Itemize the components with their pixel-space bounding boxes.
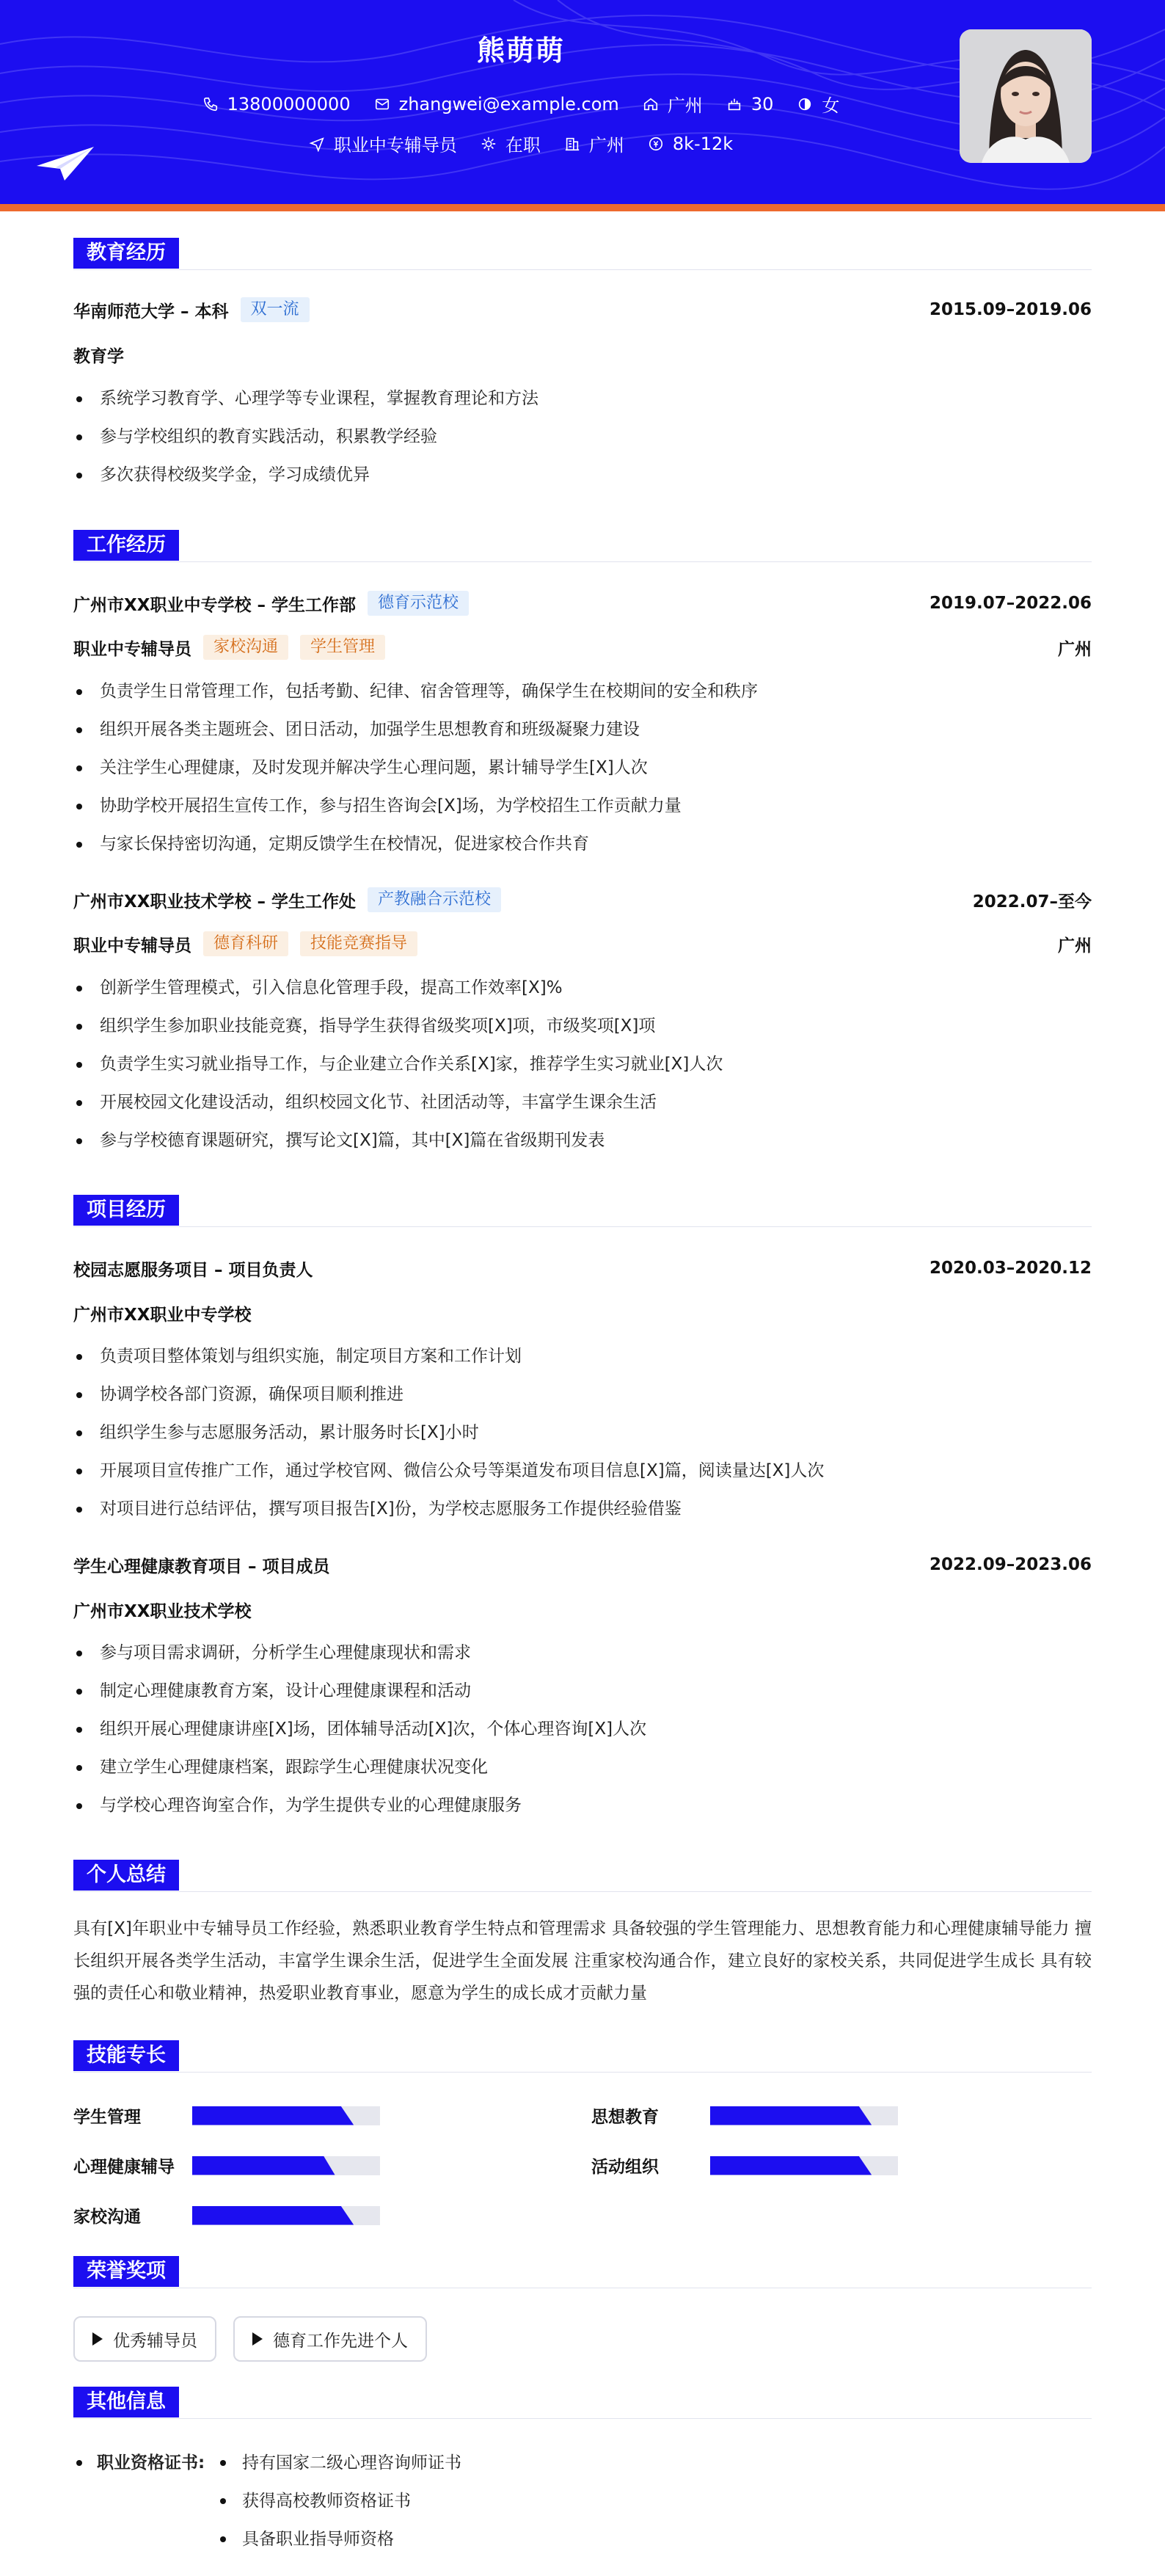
skill-bar bbox=[710, 2156, 898, 2175]
section-summary bbox=[73, 1860, 1092, 1892]
education-header bbox=[73, 296, 1092, 323]
list-item: 与家长保持密切沟通，定期反馈学生在校情况，促进家校合作共育 bbox=[73, 825, 1092, 863]
skill-bar-fill bbox=[192, 2206, 354, 2225]
salary-info bbox=[648, 134, 733, 154]
section-title: 荣誉奖项 bbox=[73, 2256, 179, 2287]
header-accent-bar bbox=[0, 204, 1165, 211]
profile-photo bbox=[960, 29, 1092, 163]
list-item: 获得高校教师资格证书 bbox=[217, 2482, 657, 2520]
project-name: 校园志愿服务项目 – 项目负责人 bbox=[73, 1260, 313, 1280]
job-role: 职业中专辅导员 bbox=[73, 936, 191, 956]
project-header bbox=[73, 1551, 1092, 1578]
list-item: 具备职业指导师资格 bbox=[217, 2520, 657, 2558]
award-chip bbox=[73, 2316, 216, 2362]
contact-row bbox=[0, 91, 1042, 117]
list-item: 组织开展心理健康讲座[X]场，团体辅导活动[X]次，个体心理咨询[X]人次 bbox=[73, 1710, 1092, 1748]
project-name: 学生心理健康教育项目 – 项目成员 bbox=[73, 1557, 330, 1576]
project-org-row bbox=[73, 1597, 1092, 1622]
education-date: 2015.09–2019.06 bbox=[929, 300, 1092, 319]
school-name: 华南师范大学 – 本科 bbox=[73, 302, 229, 321]
project-org-row bbox=[73, 1300, 1092, 1325]
avatar-portrait bbox=[960, 29, 1092, 163]
project-org: 广州市XX职业技术学校 bbox=[73, 1601, 252, 1621]
list-item: 关注学生心理健康，及时发现并解决学生心理问题，累计辅导学生[X]人次 bbox=[73, 749, 1092, 787]
phone-text: 13800000000 bbox=[227, 93, 351, 114]
list-item: 协调学校各部门资源，确保项目顺利推进 bbox=[73, 1375, 1092, 1413]
list-item: 参与项目需求调研，分析学生心理健康现状和需求 bbox=[73, 1634, 1092, 1672]
skill-name: 学生管理 bbox=[73, 2108, 141, 2127]
job-role-row bbox=[73, 931, 1092, 957]
skill-bar-fill bbox=[710, 2106, 872, 2125]
cake-icon bbox=[726, 96, 742, 112]
job-city: 广州 bbox=[1058, 639, 1092, 659]
skill-item bbox=[591, 2153, 898, 2177]
phone-icon bbox=[202, 96, 219, 112]
certificate-label: 职业资格证书: bbox=[73, 2444, 264, 2482]
skill-item bbox=[73, 2153, 380, 2177]
skill-bar bbox=[710, 2106, 898, 2125]
section-awards bbox=[73, 2256, 1092, 2288]
list-item: 建立学生心理健康档案，跟踪学生心理健康状况变化 bbox=[73, 1748, 1092, 1786]
location-info bbox=[643, 91, 703, 117]
section-work bbox=[73, 530, 1092, 562]
job-role-row bbox=[73, 634, 1092, 661]
list-item: 与学校心理咨询室合作，为学生提供专业的心理健康服务 bbox=[73, 1786, 1092, 1824]
job-intent-row bbox=[0, 131, 1042, 156]
skill-item bbox=[73, 2203, 380, 2227]
section-skills bbox=[73, 2040, 1092, 2073]
job-badge: 德育示范校 bbox=[368, 591, 469, 616]
job-tag: 学生管理 bbox=[300, 635, 385, 660]
section-divider bbox=[73, 269, 1092, 270]
skill-bar-fill bbox=[192, 2156, 335, 2175]
skill-bar-fill bbox=[710, 2156, 872, 2175]
skill-item bbox=[591, 2103, 898, 2128]
skill-name: 活动组织 bbox=[591, 2158, 659, 2177]
building-icon bbox=[564, 136, 580, 152]
section-projects bbox=[73, 1195, 1092, 1227]
award-label: 德育工作先进个人 bbox=[273, 2331, 408, 2351]
play-icon bbox=[252, 2332, 263, 2346]
job-date: 2022.07–至今 bbox=[972, 892, 1092, 912]
section-other bbox=[73, 2387, 1092, 2419]
job-badge: 产教融合示范校 bbox=[368, 887, 501, 912]
candidate-name: 熊萌萌 bbox=[476, 34, 565, 67]
money-icon bbox=[648, 136, 664, 152]
major: 教育学 bbox=[73, 346, 124, 366]
project-date: 2022.09–2023.06 bbox=[929, 1555, 1092, 1574]
resume-header bbox=[0, 0, 1165, 204]
section-title: 其他信息 bbox=[73, 2387, 179, 2417]
job-role: 职业中专辅导员 bbox=[73, 639, 191, 659]
section-education bbox=[73, 238, 1092, 270]
list-item: 持有国家二级心理咨询师证书 bbox=[217, 2444, 657, 2482]
certificate-list bbox=[217, 2444, 657, 2558]
job-target-text: 职业中专辅导员 bbox=[333, 135, 457, 156]
job-tag: 技能竞赛指导 bbox=[300, 931, 417, 956]
job-tag: 德育科研 bbox=[203, 931, 288, 956]
job-city: 广州 bbox=[1058, 936, 1092, 956]
job-header bbox=[73, 590, 1092, 616]
school-badge: 双一流 bbox=[241, 297, 310, 322]
status-info bbox=[481, 131, 541, 156]
project-duty-list bbox=[73, 1634, 1092, 1824]
list-item: 多次获得校级奖学金，学习成绩优异 bbox=[73, 456, 1092, 494]
list-item: 开展项目宣传推广工作，通过学校官网、微信公众号等渠道发布项目信息[X]篇，阅读量达[X]人次 bbox=[73, 1452, 1092, 1490]
phone-info bbox=[202, 94, 351, 114]
project-duty-list bbox=[73, 1337, 1092, 1528]
salary-text: 8k-12k bbox=[672, 133, 734, 154]
project-org: 广州市XX职业中专学校 bbox=[73, 1305, 252, 1325]
section-divider bbox=[73, 1226, 1092, 1227]
section-divider bbox=[73, 2418, 1092, 2419]
project-header bbox=[73, 1255, 1092, 1281]
job-target-info bbox=[309, 131, 457, 156]
location-text: 广州 bbox=[667, 95, 703, 116]
status-text: 在职 bbox=[505, 135, 541, 156]
email-info bbox=[374, 94, 619, 114]
section-divider bbox=[73, 561, 1092, 562]
list-item: 组织学生参加职业技能竞赛，指导学生获得省级奖项[X]项，市级奖项[X]项 bbox=[73, 1007, 1092, 1045]
list-item: 制定心理健康教育方案，设计心理健康课程和活动 bbox=[73, 1672, 1092, 1710]
list-item: 对项目进行总结评估，撰写项目报告[X]份，为学校志愿服务工作提供经验借鉴 bbox=[73, 1490, 1092, 1528]
skill-bar bbox=[192, 2106, 380, 2125]
home-icon bbox=[643, 96, 659, 112]
mail-icon bbox=[374, 96, 390, 112]
list-item: 组织学生参与志愿服务活动，累计服务时长[X]小时 bbox=[73, 1413, 1092, 1452]
skill-item bbox=[73, 2103, 380, 2128]
gender-text: 女 bbox=[822, 95, 840, 116]
award-label: 优秀辅导员 bbox=[113, 2331, 197, 2351]
job-header bbox=[73, 887, 1092, 913]
skill-name: 思想教育 bbox=[591, 2108, 659, 2127]
section-divider bbox=[73, 1891, 1092, 1892]
list-item: 创新学生管理模式，引入信息化管理手段，提高工作效率[X]% bbox=[73, 969, 1092, 1007]
status-icon bbox=[481, 136, 497, 152]
list-item: 开展校园文化建设活动，组织校园文化节、社团活动等，丰富学生课余生活 bbox=[73, 1083, 1092, 1121]
target-city-text: 广州 bbox=[588, 135, 624, 156]
section-title: 工作经历 bbox=[73, 530, 179, 561]
section-title: 项目经历 bbox=[73, 1195, 179, 1226]
target-city-info bbox=[564, 131, 624, 156]
job-duty-list bbox=[73, 672, 1092, 863]
skill-name: 心理健康辅导 bbox=[73, 2158, 175, 2177]
section-title: 个人总结 bbox=[73, 1860, 179, 1891]
list-item: 负责项目整体策划与组织实施，制定项目方案和工作计划 bbox=[73, 1337, 1092, 1375]
email-text: zhangwei@example.com bbox=[398, 93, 619, 114]
gender-icon bbox=[797, 96, 813, 112]
age-info bbox=[726, 94, 774, 114]
list-item: 负责学生日常管理工作，包括考勤、纪律、宿舍管理等，确保学生在校期间的安全和秩序 bbox=[73, 672, 1092, 710]
skill-bar bbox=[192, 2206, 380, 2225]
summary-text: 具有[X]年职业中专辅导员工作经验，熟悉职业教育学生特点和管理需求 具备较强的学生管理能力、思想教育能力和心理健康辅导能力 擅长组织开展各类学生活动，丰富学生课余生活，促进学生全面发展 注重家校沟通合作，建立良好的家校关系，共同促进学生成长 具有较强的责任心和敬业精神，热爱职业教育事业，愿意为学生的成长成才贡献力量 bbox=[73, 1919, 1092, 2003]
section-title: 教育经历 bbox=[73, 238, 179, 269]
section-divider bbox=[73, 2072, 1092, 2073]
skill-name: 家校沟通 bbox=[73, 2208, 141, 2227]
list-item: 负责学生实习就业指导工作，与企业建立合作关系[X]家，推荐学生实习就业[X]人次 bbox=[73, 1045, 1092, 1083]
project-date: 2020.03–2020.12 bbox=[929, 1259, 1092, 1278]
gender-info bbox=[797, 91, 839, 117]
skill-bar bbox=[192, 2156, 380, 2175]
list-item: 组织开展各类主题班会、团日活动，加强学生思想教育和班级凝聚力建设 bbox=[73, 710, 1092, 749]
list-item: 参与学校组织的教育实践活动，积累教学经验 bbox=[73, 418, 1092, 456]
send-icon bbox=[309, 136, 325, 152]
age-text: 30 bbox=[751, 93, 774, 114]
list-item: 参与学校德育课题研究，撰写论文[X]篇，其中[X]篇在省级期刊发表 bbox=[73, 1121, 1092, 1160]
section-title: 技能专长 bbox=[73, 2040, 179, 2071]
skill-bar-fill bbox=[192, 2106, 354, 2125]
job-org: 广州市XX职业中专学校 – 学生工作部 bbox=[73, 595, 356, 615]
job-tag: 家校沟通 bbox=[203, 635, 288, 660]
education-list bbox=[73, 379, 1092, 494]
award-chip bbox=[233, 2316, 427, 2362]
list-item: 协助学校开展招生宣传工作，参与招生咨询会[X]场，为学校招生工作贡献力量 bbox=[73, 787, 1092, 825]
play-icon bbox=[92, 2332, 103, 2346]
job-org: 广州市XX职业技术学校 – 学生工作处 bbox=[73, 892, 356, 912]
list-item: 系统学习教育学、心理学等专业课程，掌握教育理论和方法 bbox=[73, 379, 1092, 418]
job-date: 2019.07–2022.06 bbox=[929, 594, 1092, 613]
job-duty-list bbox=[73, 969, 1092, 1160]
education-major-row bbox=[73, 342, 1092, 367]
